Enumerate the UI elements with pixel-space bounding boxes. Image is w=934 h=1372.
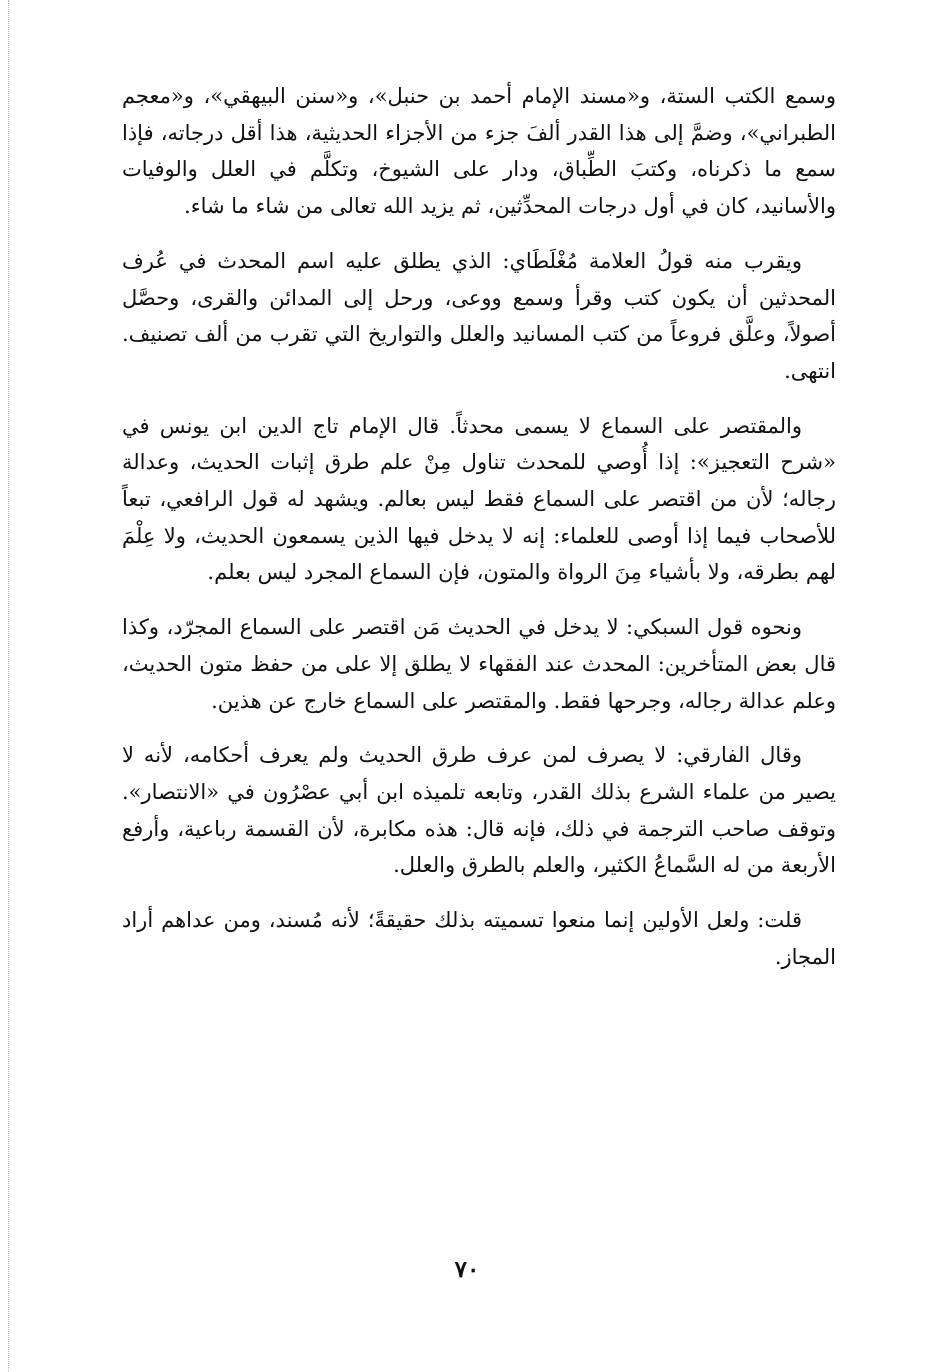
page-number: ٧٠ bbox=[454, 1256, 480, 1283]
paragraph-6: قلت: ولعل الأولين إنما منعوا تسميته بذلك حقيقةً؛ لأنه مُسند، ومن عداهم أراد المجاز. bbox=[122, 908, 836, 969]
page-edge-mark bbox=[8, 0, 9, 1372]
paragraph-4: ونحوه قول السبكي: لا يدخل في الحديث مَن اقتصر على السماع المجرّد، وكذا قال بعض المتأخرين: المحدث عند الفقهاء لا يطلق إلا على من حفظ متون الحديث، وعلم عدالة رجاله، وجرحها فقط. والمقتصر على السماع خارج عن هذين. bbox=[122, 615, 836, 713]
paragraph-2: ويقرب منه قولُ العلامة مُغْلَطَاي: الذي يطلق عليه اسم المحدث في عُرف المحدثين أن يكون كتب وقرأ وسمع ووعى، ورحل إلى المدائن والقرى، وحصَّل أصولاً، وعلَّق فروعاً من كتب المسانيد والعلل والتواريخ التي تقرب من ألف تصنيف. انتهى. bbox=[122, 248, 836, 383]
paragraph-3: والمقتصر على السماع لا يسمى محدثاً. قال الإمام تاج الدين ابن يونس في «شرح التعجيز»: إذا أُوصي للمحدث تناول مِنْ علم طرق إثبات الحديث، وعدالة رجاله؛ لأن من اقتصر على السماع فقط ليس بعالم. ويشهد له قول الرافعي، تبعاً للأصحاب فيما إذا أوصى للعلماء: إنه لا يدخل فيها الذين يسمعون الحديث، ولا عِلْمَ لهم بطرقه، ولا بأشياء مِنَ الرواة والمتون، فإن السماع المجرد ليس بعلم. bbox=[122, 413, 836, 585]
paragraph-5: وقال الفارقي: لا يصرف لمن عرف طرق الحديث ولم يعرف أحكامه، لأنه لا يصير من علماء الشرع بذلك القدر، وتابعه تلميذه ابن أبي عصْرُون في «الانتصار». وتوقف صاحب الترجمة في ذلك، فإنه قال: هذه مكابرة، لأن القسمة رباعية، وأرفع الأربعة من له السَّماعُ الكثير، والعلم بالطرق والعلل. bbox=[122, 743, 836, 878]
paragraph-1: وسمع الكتب الستة، و«مسند الإمام أحمد بن حنبل»، و«سنن البيهقي»، و«معجم الطبراني»، وضمَّ إلى هذا القدر ألفَ جزء من الأجزاء الحديثية، هذا أقل درجاته، فإذا سمع ما ذكرناه، وكتبَ الطِّباق، ودار على الشيوخ، وتكلَّم في العلل والوفيات والأسانيد، كان في أول درجات المحدِّثين، ثم يزيد الله تعالى من شاء ما شاء. bbox=[122, 84, 836, 219]
body-text bbox=[122, 78, 836, 993]
